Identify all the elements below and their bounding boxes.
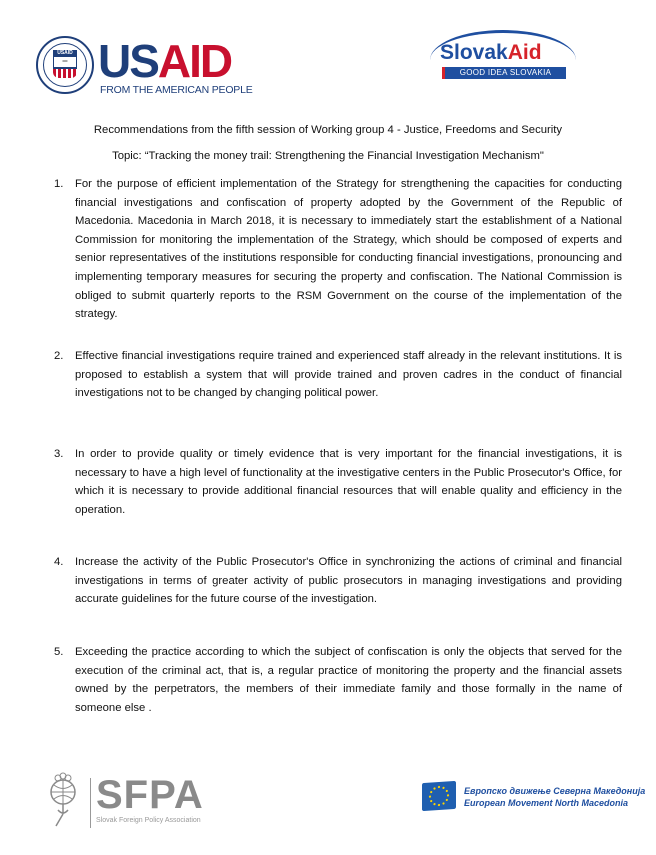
globe-flower-icon <box>46 772 80 828</box>
item-text: In order to provide quality or timely evidence that is very important for the financial investigations, it is necessary to have a high level of functionality at the investigative centers in the Public Prosecutor's Office, for which it is necessary to provide additional financial resources that will enable quality and efficiency in the operation. <box>75 448 622 516</box>
sfpa-logo <box>42 770 222 830</box>
emnm-name-macedonian: Европско движење Северна Македонија <box>464 786 646 796</box>
item-number: 1. <box>54 178 64 190</box>
eu-flag-icon <box>422 781 456 811</box>
item-number: 4. <box>54 556 64 568</box>
list-item <box>54 175 622 324</box>
document-title: Recommendations from the fifth session of Working group 4 - Justice, Freedoms and Security <box>93 124 563 136</box>
item-number: 5. <box>54 646 64 658</box>
list-item <box>54 643 622 717</box>
handshake-icon: ═ <box>53 57 77 67</box>
item-text: Exceeding the practice according to which the subject of confiscation is only the objects that served for the execution of the criminal act, that is, a regular practice of monitoring the property and the financial assets owned by the perpetrators, the members of their immediate family and those formally in the name of someone else . <box>75 646 622 714</box>
item-number: 2. <box>54 350 64 362</box>
list-item <box>54 445 622 519</box>
slovakaid-tagline: GOOD IDEA SLOVAKIA <box>442 67 566 79</box>
sfpa-wordmark: SFPA <box>96 773 204 817</box>
european-movement-logo <box>420 780 646 816</box>
slovakaid-logo <box>428 30 578 82</box>
document-topic: Topic: “Tracking the money trail: Strengthening the Financial Investigation Mechanism" <box>112 150 544 162</box>
list-item <box>54 553 622 609</box>
slovakaid-wordmark: SlovakAid <box>440 41 542 64</box>
usaid-logo <box>36 35 253 98</box>
sfpa-subtitle: Slovak Foreign Policy Association <box>96 817 201 824</box>
shield-icon: USAID ═ <box>53 50 77 80</box>
usaid-tagline: FROM THE AMERICAN PEOPLE <box>100 84 253 96</box>
item-text: Increase the activity of the Public Prosecutor's Office in synchronizing the actions of criminal and financial investigations in terms of greater activity of public prosecutors in managing investigations and providing accurate guidelines for the future course of the investigation. <box>75 556 622 606</box>
usaid-seal-icon <box>36 36 94 94</box>
list-item <box>54 347 622 403</box>
item-number: 3. <box>54 448 64 460</box>
emnm-name-english: European Movement North Macedonia <box>464 798 629 808</box>
item-text: For the purpose of efficient implementation of the Strategy for strengthening the capacities for conducting financial investigations and confiscation of property adopted by the Government of the Republic of Macedonia. Macedonia in March 2018, it is necessary to immediately start the establishment of a National Commission for monitoring the implementation of the Strategy, which should be composed of experts and senior representatives of the institutions responsible for conducting financial investigations, pronouncing and implementing temporary measures for securing the property and confiscation. The National Commission is obliged to submit quarterly reports to the RSM Government on the course of the implementation of the strategy. <box>75 178 622 321</box>
item-text: Effective financial investigations require trained and experienced staff already in the relevant institutions. It is proposed to establish a system that will provide trained and proven cadres in the conduct of financial investigations not to be changed by changing political power. <box>75 350 622 400</box>
eu-stars-icon <box>422 781 456 811</box>
usaid-wordmark: USAID <box>98 35 232 87</box>
